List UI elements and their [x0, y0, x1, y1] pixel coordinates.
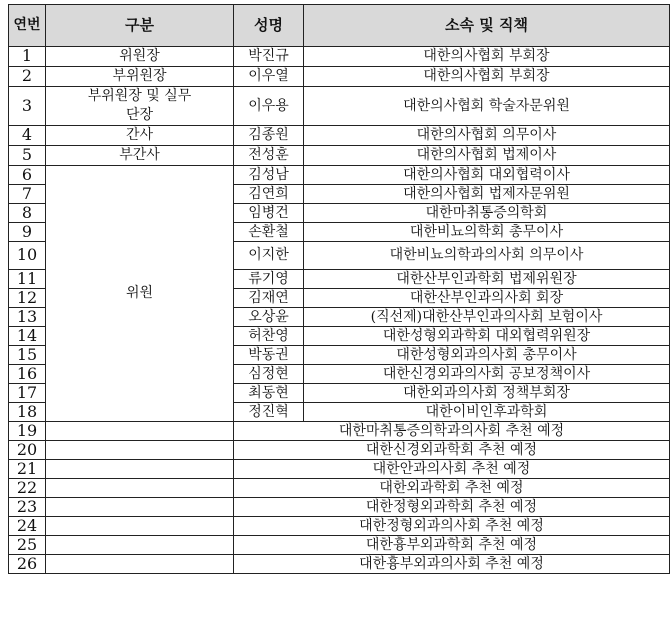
row-affiliation: 대한산부인과의사회 회장	[304, 289, 670, 308]
row-number: 13	[9, 308, 46, 327]
row-name: 김종원	[234, 126, 304, 146]
row-number: 12	[9, 289, 46, 308]
table-row	[9, 166, 670, 185]
row-affiliation: 대한신경외과학회 추천 예정	[234, 441, 670, 460]
row-affiliation: 대한의사협회 학술자문위원	[304, 87, 670, 126]
row-affiliation: 대한안과의사회 추천 예정	[234, 460, 670, 479]
row-number: 15	[9, 346, 46, 365]
row-category-empty	[46, 555, 234, 574]
row-affiliation: 대한비뇨의학회 총무이사	[304, 223, 670, 242]
row-category-members: 위원	[46, 166, 234, 422]
row-name: 이지한	[234, 242, 304, 270]
table-row	[9, 536, 670, 555]
row-affiliation: 대한의사협회 의무이사	[304, 126, 670, 146]
table-row	[9, 498, 670, 517]
row-name: 류기영	[234, 270, 304, 289]
row-name: 이우열	[234, 67, 304, 87]
row-number: 18	[9, 403, 46, 422]
row-category: 부위원장	[46, 67, 234, 87]
table-row	[9, 555, 670, 574]
row-number: 16	[9, 365, 46, 384]
table-row	[9, 441, 670, 460]
row-name: 박동권	[234, 346, 304, 365]
row-affiliation: 대한마취통증의학과의사회 추천 예정	[234, 422, 670, 441]
row-category-empty	[46, 422, 234, 441]
row-number: 2	[9, 67, 46, 87]
row-number: 3	[9, 87, 46, 126]
row-number: 10	[9, 242, 46, 270]
row-category-empty	[46, 536, 234, 555]
row-affiliation: 대한마취통증의학회	[304, 204, 670, 223]
row-affiliation: 대한성형외과학회 대외협력위원장	[304, 327, 670, 346]
row-affiliation: 대한정형외과의사회 추천 예정	[234, 517, 670, 536]
row-name: 임병건	[234, 204, 304, 223]
table-row	[9, 460, 670, 479]
row-affiliation: 대한외과학회 추천 예정	[234, 479, 670, 498]
row-number: 20	[9, 441, 46, 460]
row-category-empty	[46, 460, 234, 479]
table-row	[9, 146, 670, 166]
row-category: 위원장	[46, 47, 234, 67]
row-name: 심정현	[234, 365, 304, 384]
row-affiliation: 대한이비인후과학회	[304, 403, 670, 422]
header-row	[9, 5, 670, 47]
row-number: 8	[9, 204, 46, 223]
row-affiliation: 대한흉부외과학회 추천 예정	[234, 536, 670, 555]
row-category: 부간사	[46, 146, 234, 166]
row-name: 오상윤	[234, 308, 304, 327]
row-number: 9	[9, 223, 46, 242]
row-number: 11	[9, 270, 46, 289]
row-number: 19	[9, 422, 46, 441]
row-number: 1	[9, 47, 46, 67]
table-row	[9, 126, 670, 146]
row-number: 24	[9, 517, 46, 536]
committee-roster-sheet	[8, 4, 670, 574]
row-number: 23	[9, 498, 46, 517]
row-affiliation: 대한비뇨의학과의사회 의무이사	[304, 242, 670, 270]
row-affiliation: 대한의사협회 부회장	[304, 67, 670, 87]
table-row	[9, 47, 670, 67]
header-category: 구분	[46, 5, 234, 47]
row-affiliation: 대한정형외과학회 추천 예정	[234, 498, 670, 517]
row-number: 5	[9, 146, 46, 166]
row-name: 손환철	[234, 223, 304, 242]
row-name: 최동현	[234, 384, 304, 403]
row-category-empty	[46, 441, 234, 460]
table-row	[9, 422, 670, 441]
row-category-empty	[46, 498, 234, 517]
row-affiliation: (직선제)대한산부인과의사회 보험이사	[304, 308, 670, 327]
row-name: 전성훈	[234, 146, 304, 166]
row-name: 김연희	[234, 185, 304, 204]
header-name: 성명	[234, 5, 304, 47]
row-category: 간사	[46, 126, 234, 146]
row-name: 이우용	[234, 87, 304, 126]
header-affiliation: 소속 및 직책	[304, 5, 670, 47]
row-number: 4	[9, 126, 46, 146]
table-row	[9, 479, 670, 498]
row-affiliation: 대한의사협회 대외협력이사	[304, 166, 670, 185]
row-affiliation: 대한산부인과학회 법제위원장	[304, 270, 670, 289]
row-number: 14	[9, 327, 46, 346]
table-row	[9, 67, 670, 87]
row-number: 21	[9, 460, 46, 479]
row-number: 26	[9, 555, 46, 574]
row-affiliation: 대한의사협회 법제자문위원	[304, 185, 670, 204]
row-category-empty	[46, 479, 234, 498]
row-name: 김재연	[234, 289, 304, 308]
row-affiliation: 대한의사협회 부회장	[304, 47, 670, 67]
row-category: 부위원장 및 실무단장	[46, 87, 234, 126]
row-affiliation: 대한외과의사회 정책부회장	[304, 384, 670, 403]
table-row	[9, 87, 670, 126]
row-name: 김성남	[234, 166, 304, 185]
committee-roster-table	[8, 4, 670, 574]
row-category-empty	[46, 517, 234, 536]
row-affiliation: 대한흉부외과의사회 추천 예정	[234, 555, 670, 574]
row-number: 6	[9, 166, 46, 185]
row-affiliation: 대한성형외과의사회 총무이사	[304, 346, 670, 365]
row-number: 25	[9, 536, 46, 555]
row-number: 17	[9, 384, 46, 403]
table-row	[9, 517, 670, 536]
row-name: 박진규	[234, 47, 304, 67]
row-number: 22	[9, 479, 46, 498]
header-number: 연번	[9, 5, 46, 47]
row-affiliation: 대한의사협회 법제이사	[304, 146, 670, 166]
row-number: 7	[9, 185, 46, 204]
row-affiliation: 대한신경외과의사회 공보정책이사	[304, 365, 670, 384]
row-name: 정진혁	[234, 403, 304, 422]
row-name: 허찬영	[234, 327, 304, 346]
